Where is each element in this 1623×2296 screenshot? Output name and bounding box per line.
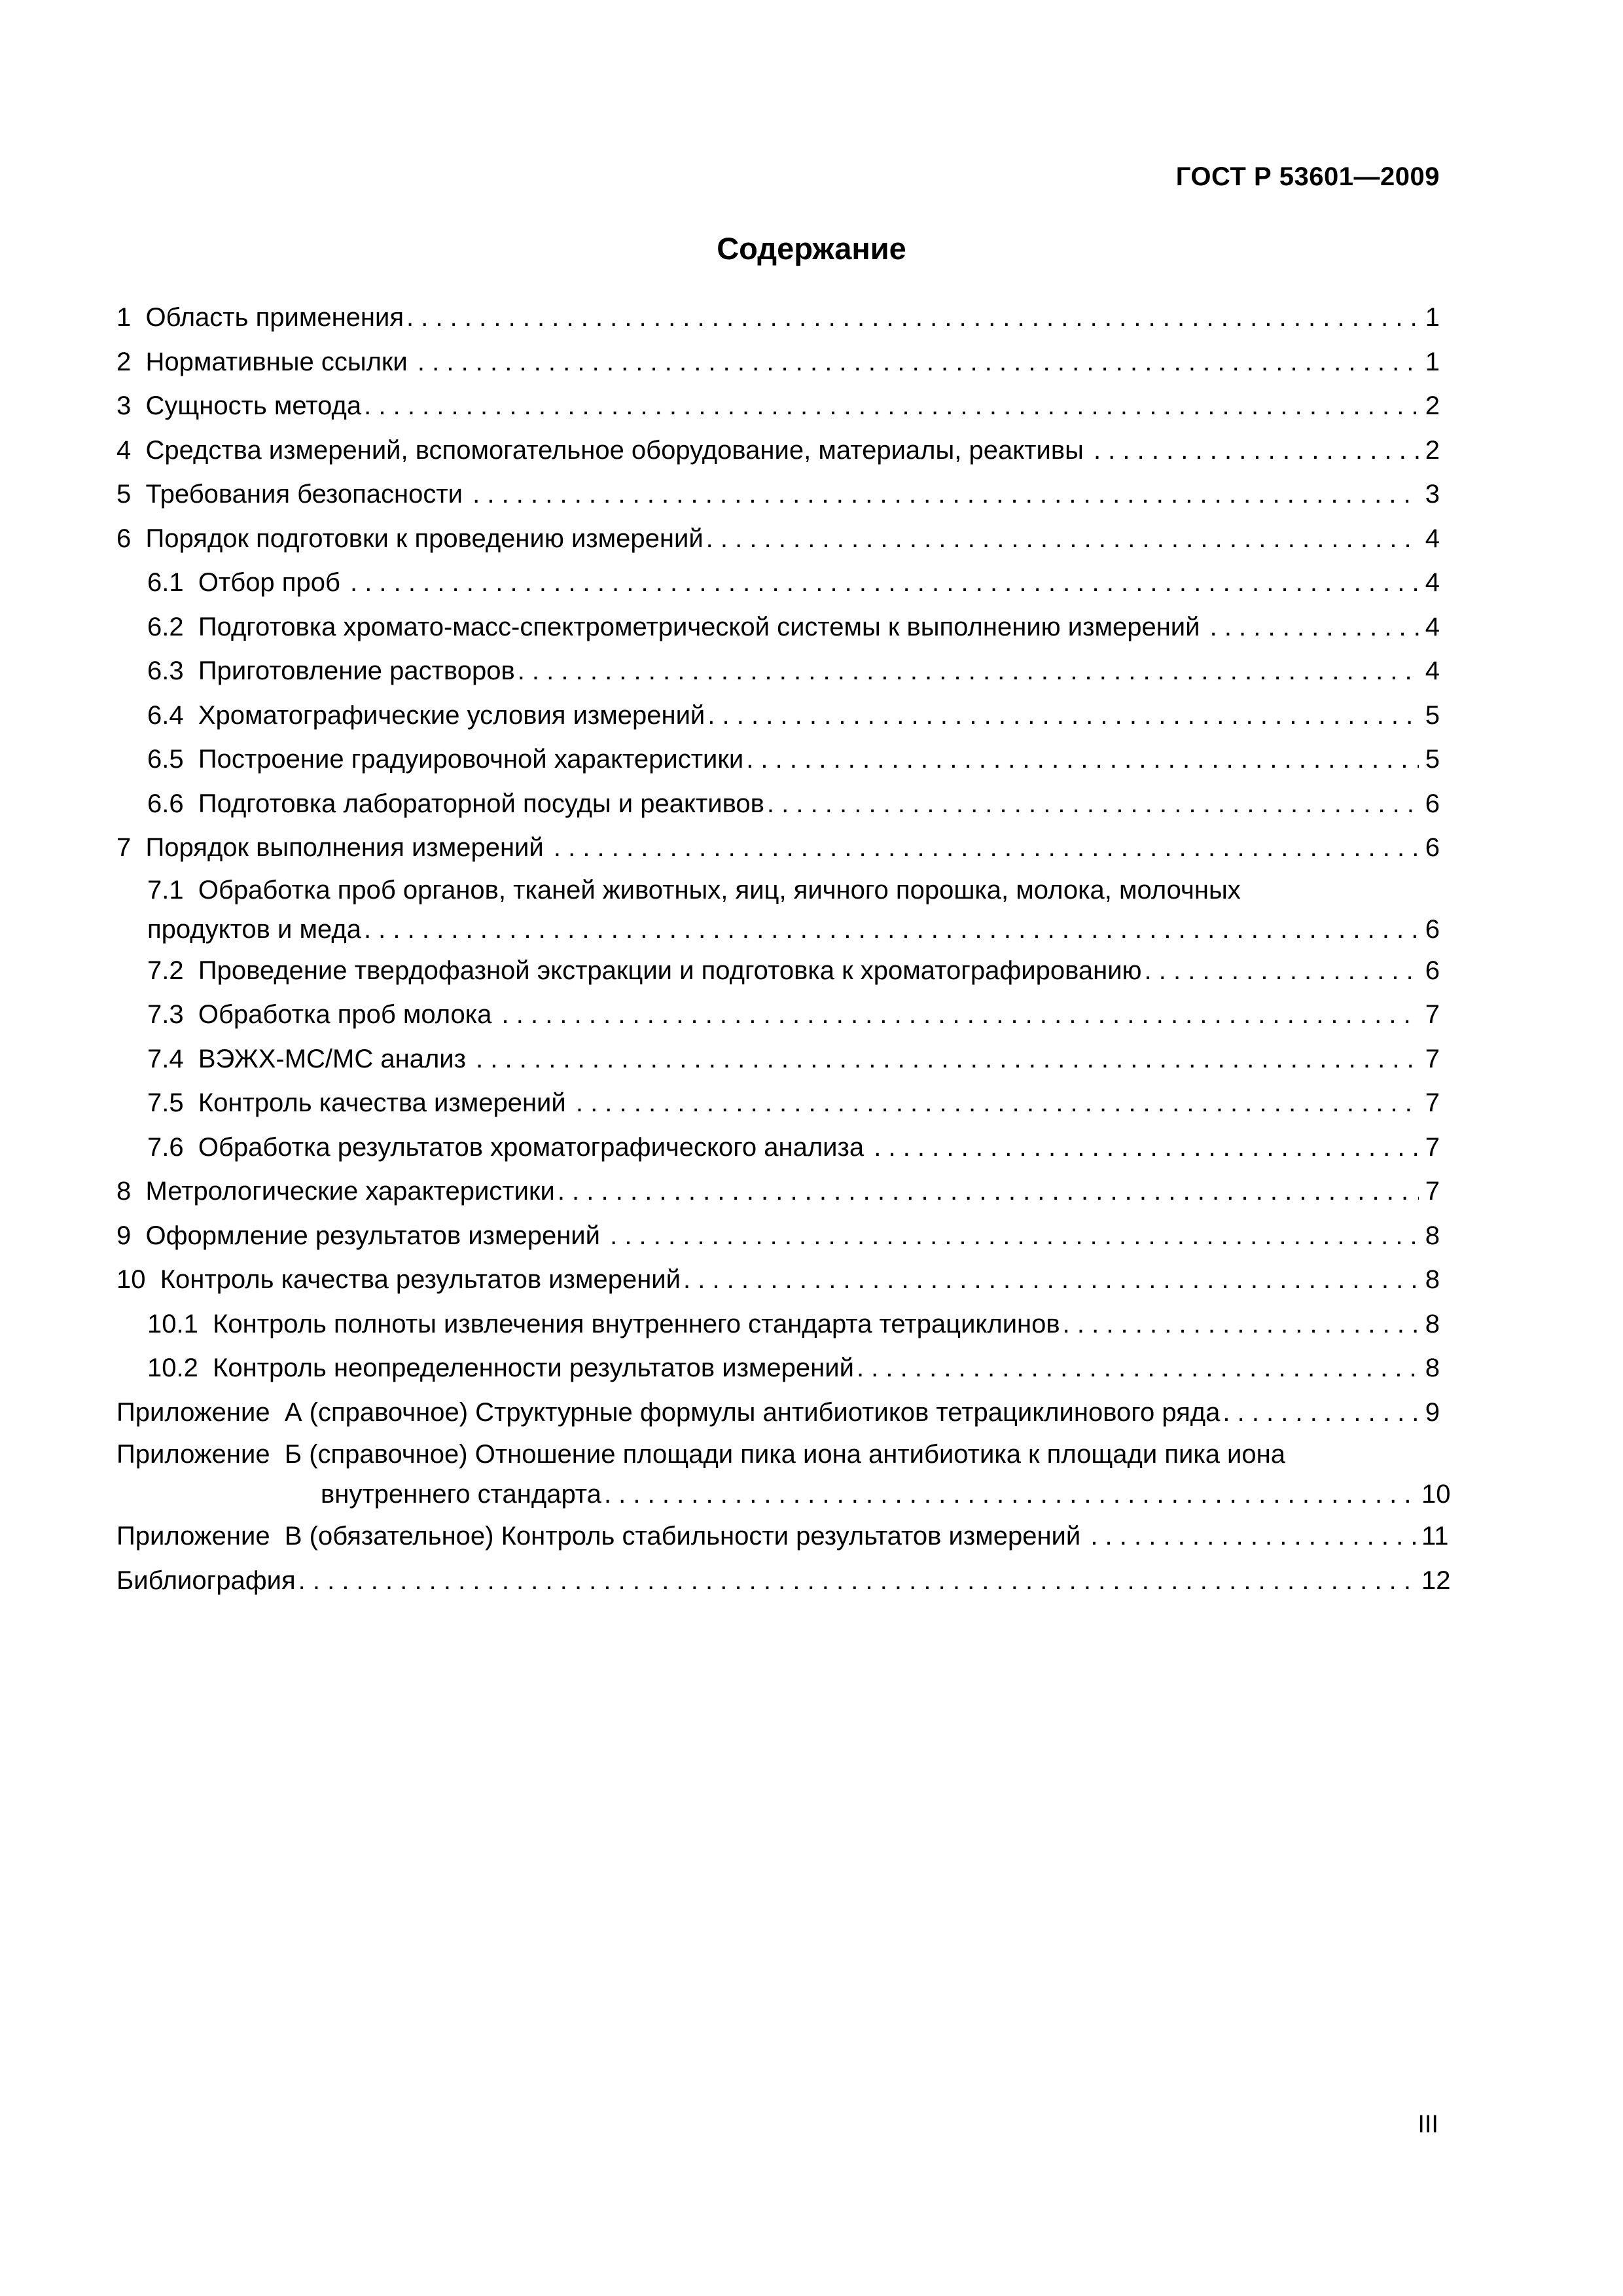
- toc-entry-label: Обработка проб органов, тканей животных, яиц, яичного порошка, молока, молочных: [198, 875, 1241, 905]
- toc-entry[interactable]: [116, 473, 1440, 517]
- dot-leader: [418, 340, 1419, 385]
- table-of-contents: [116, 296, 1451, 1603]
- toc-entry-label: Обработка проб молока: [198, 1000, 499, 1029]
- dot-leader: [1222, 1391, 1419, 1435]
- toc-entry-number: Приложение Б: [116, 1440, 310, 1469]
- toc-appendix-continuation[interactable]: [116, 1474, 1451, 1515]
- dot-leader: [558, 1170, 1419, 1214]
- toc-entry-number: 2: [116, 347, 146, 376]
- toc-entry-label: Оформление результатов измерений: [145, 1221, 608, 1250]
- toc-entry-page: 1: [1425, 303, 1440, 332]
- toc-entry-page: 9: [1425, 1397, 1440, 1427]
- page-number: III: [1418, 2111, 1438, 2138]
- toc-subentry[interactable]: [116, 1081, 1440, 1126]
- toc-entry-page: 7: [1425, 1088, 1440, 1117]
- toc-entry-label: Библиография: [116, 1566, 296, 1595]
- toc-entry-page: 7: [1425, 1177, 1440, 1206]
- dot-leader: [1145, 949, 1419, 994]
- toc-subentry[interactable]: [116, 1302, 1440, 1347]
- toc-entry-label: Сущность метода: [145, 391, 362, 420]
- dot-leader: [610, 1214, 1419, 1259]
- dot-leader: [707, 694, 1419, 738]
- dot-leader: [1063, 1302, 1419, 1347]
- toc-entry[interactable]: [116, 1258, 1440, 1302]
- toc-entry-page: 11: [1421, 1522, 1449, 1551]
- dot-leader: [874, 1126, 1419, 1170]
- toc-subentry[interactable]: [116, 738, 1440, 782]
- toc-appendix-entry[interactable]: [116, 1435, 1440, 1474]
- dot-leader: [554, 826, 1419, 870]
- toc-entry-page: 7: [1425, 1132, 1440, 1162]
- toc-entry-label-continued: внутреннего стандарта: [321, 1480, 601, 1509]
- toc-entry-number: 8: [116, 1177, 146, 1206]
- dot-leader: [298, 1559, 1419, 1604]
- toc-title: Содержание: [717, 231, 906, 266]
- toc-entry-label: Контроль качества измерений: [198, 1088, 573, 1117]
- toc-entry-number: 6.4: [147, 700, 198, 730]
- toc-subentry[interactable]: [116, 782, 1440, 827]
- toc-entry[interactable]: [116, 340, 1440, 385]
- toc-entry-page: 3: [1425, 480, 1440, 509]
- dot-leader: [364, 384, 1419, 429]
- toc-entry-label: Построение градуировочной характеристики: [198, 745, 744, 774]
- toc-entry-number: 6.3: [147, 656, 198, 685]
- dot-leader: [364, 910, 1419, 949]
- toc-entry-label: Средства измерений, вспомогательное оборудование, материалы, реактивы: [145, 435, 1091, 465]
- toc-entry-page: 6: [1425, 789, 1440, 818]
- toc-entry-label: (справочное) Отношение площади пика иона антибиотика к площади пика иона: [309, 1440, 1285, 1469]
- toc-entry[interactable]: [116, 384, 1440, 429]
- toc-subentry[interactable]: [116, 649, 1440, 694]
- toc-entry-number: Приложение А: [116, 1397, 310, 1427]
- toc-subentry[interactable]: [116, 561, 1440, 605]
- toc-entry-page: 4: [1425, 524, 1440, 553]
- toc-subentry[interactable]: [116, 870, 1440, 910]
- toc-entry-label: Подготовка лабораторной посуды и реактивов: [198, 789, 764, 818]
- toc-entry[interactable]: [116, 1214, 1440, 1259]
- toc-entry-label: (справочное) Структурные формулы антибиотиков тетрациклинового ряда: [309, 1397, 1221, 1427]
- dot-leader: [706, 517, 1419, 562]
- dot-leader: [473, 473, 1419, 517]
- toc-entry-page: 8: [1425, 1354, 1440, 1382]
- toc-entry-page: 8: [1425, 1265, 1440, 1294]
- toc-appendix-entry[interactable]: [116, 1515, 1449, 1559]
- toc-entry-page: 4: [1425, 568, 1440, 597]
- toc-subentry[interactable]: [116, 1126, 1440, 1170]
- toc-entry-number: 1: [116, 303, 146, 332]
- dot-leader: [746, 738, 1419, 782]
- toc-entry-number: 7.2: [147, 956, 198, 985]
- toc-entry-label: Отбор проб: [198, 568, 348, 597]
- toc-entry-number: 7: [116, 833, 146, 862]
- toc-entry-page: 5: [1425, 700, 1440, 730]
- toc-entry-number: 7.5: [147, 1088, 198, 1117]
- toc-entry-label: Нормативные ссылки: [145, 347, 415, 376]
- toc-entry[interactable]: [116, 1170, 1440, 1214]
- toc-entry[interactable]: [116, 826, 1440, 870]
- toc-entry-page: 6: [1425, 956, 1440, 985]
- toc-entry-page: 7: [1425, 1044, 1440, 1073]
- toc-entry-label: Контроль неопределенности результатов измерений: [213, 1354, 854, 1382]
- toc-entry-label: Порядок подготовки к проведению измерений: [145, 524, 704, 553]
- toc-entry-page: 12: [1421, 1566, 1451, 1595]
- toc-entry-label: Обработка результатов хроматографического анализа: [198, 1132, 872, 1162]
- toc-subentry[interactable]: [116, 949, 1440, 994]
- toc-entry[interactable]: [116, 429, 1440, 473]
- toc-appendix-entry[interactable]: [116, 1391, 1440, 1435]
- toc-entry-label: Требования безопасности: [145, 480, 471, 509]
- toc-bibliography-entry[interactable]: [116, 1559, 1451, 1604]
- toc-entry-page: 10: [1421, 1480, 1451, 1509]
- toc-entry-number: 7.4: [147, 1044, 198, 1073]
- toc-entry-number: 6.1: [147, 568, 198, 597]
- document-id: ГОСТ Р 53601—2009: [1175, 162, 1440, 191]
- toc-entry-number: 6.2: [147, 612, 198, 641]
- toc-entry-number: 6.6: [147, 789, 198, 818]
- toc-entry-number: 10.1: [147, 1309, 213, 1338]
- toc-entry-page: 6: [1425, 833, 1440, 862]
- toc-entry-number: 3: [116, 391, 146, 420]
- toc-entry-page: 5: [1425, 745, 1440, 774]
- toc-entry-number: 10.2: [147, 1354, 213, 1382]
- toc-entry-number: 6.5: [147, 745, 198, 774]
- toc-entry-label: Метрологические характеристики: [145, 1177, 555, 1206]
- toc-entry-page: 6: [1425, 914, 1440, 944]
- dot-leader: [1090, 1515, 1419, 1559]
- toc-entry-page: 2: [1425, 391, 1440, 420]
- toc-subentry[interactable]: [116, 993, 1440, 1037]
- toc-entry[interactable]: [116, 517, 1440, 562]
- toc-entry-label-continued: продуктов и меда: [147, 914, 361, 944]
- dot-leader: [406, 296, 1419, 340]
- toc-entry-label: Область применения: [145, 303, 404, 332]
- toc-subentry-continuation[interactable]: [116, 910, 1440, 949]
- toc-entry-page: 4: [1425, 656, 1440, 685]
- toc-entry-number: 10: [116, 1265, 160, 1294]
- toc-entry-number: 7.1: [147, 875, 198, 905]
- dot-leader: [518, 649, 1419, 694]
- toc-entry-label: Хроматографические условия измерений: [198, 700, 705, 730]
- toc-entry-page: 1: [1425, 347, 1440, 376]
- toc-entry-label: (обязательное) Контроль стабильности результатов измерений: [309, 1522, 1088, 1551]
- toc-entry-page: 8: [1425, 1221, 1440, 1250]
- dot-leader: [1094, 429, 1419, 473]
- toc-subentry[interactable]: [116, 605, 1440, 650]
- toc-entry-label: Подготовка хромато-масс-спектрометрической системы к выполнению измерений: [198, 612, 1207, 641]
- toc-subentry[interactable]: [116, 1037, 1440, 1082]
- toc-subentry[interactable]: [116, 694, 1440, 738]
- dot-leader: [476, 1037, 1419, 1082]
- toc-entry-number: 6: [116, 524, 146, 553]
- toc-entry-label: Проведение твердофазной экстракции и подготовка к хроматографированию: [198, 956, 1142, 985]
- toc-entry-label: Порядок выполнения измерений: [145, 833, 551, 862]
- toc-entry-number: 9: [116, 1221, 146, 1250]
- dot-leader: [767, 782, 1419, 827]
- toc-entry-page: 4: [1425, 612, 1440, 641]
- dot-leader: [604, 1474, 1419, 1515]
- toc-entry-number: 7.6: [147, 1132, 198, 1162]
- toc-entry-page: 2: [1425, 435, 1440, 465]
- toc-entry-label: Контроль качества результатов измерений: [160, 1265, 681, 1294]
- dot-leader: [502, 993, 1419, 1037]
- toc-entry-page: 8: [1425, 1309, 1440, 1338]
- toc-entry-label: Контроль полноты извлечения внутреннего стандарта тетрациклинов: [213, 1309, 1060, 1338]
- toc-entry[interactable]: [116, 296, 1440, 340]
- dot-leader: [683, 1258, 1419, 1302]
- toc-subentry[interactable]: [116, 1346, 1440, 1391]
- toc-entry-number: 4: [116, 435, 146, 465]
- toc-entry-label: ВЭЖХ-МС/МС анализ: [198, 1044, 474, 1073]
- toc-entry-number: 7.3: [147, 1000, 198, 1029]
- toc-entry-number: Приложение В: [116, 1522, 310, 1551]
- dot-leader: [857, 1346, 1419, 1391]
- toc-entry-page: 7: [1425, 1000, 1440, 1029]
- toc-entry-number: 5: [116, 480, 146, 509]
- dot-leader: [576, 1081, 1419, 1126]
- dot-leader: [350, 561, 1419, 605]
- toc-entry-label: Приготовление растворов: [198, 656, 515, 685]
- dot-leader: [1210, 605, 1419, 650]
